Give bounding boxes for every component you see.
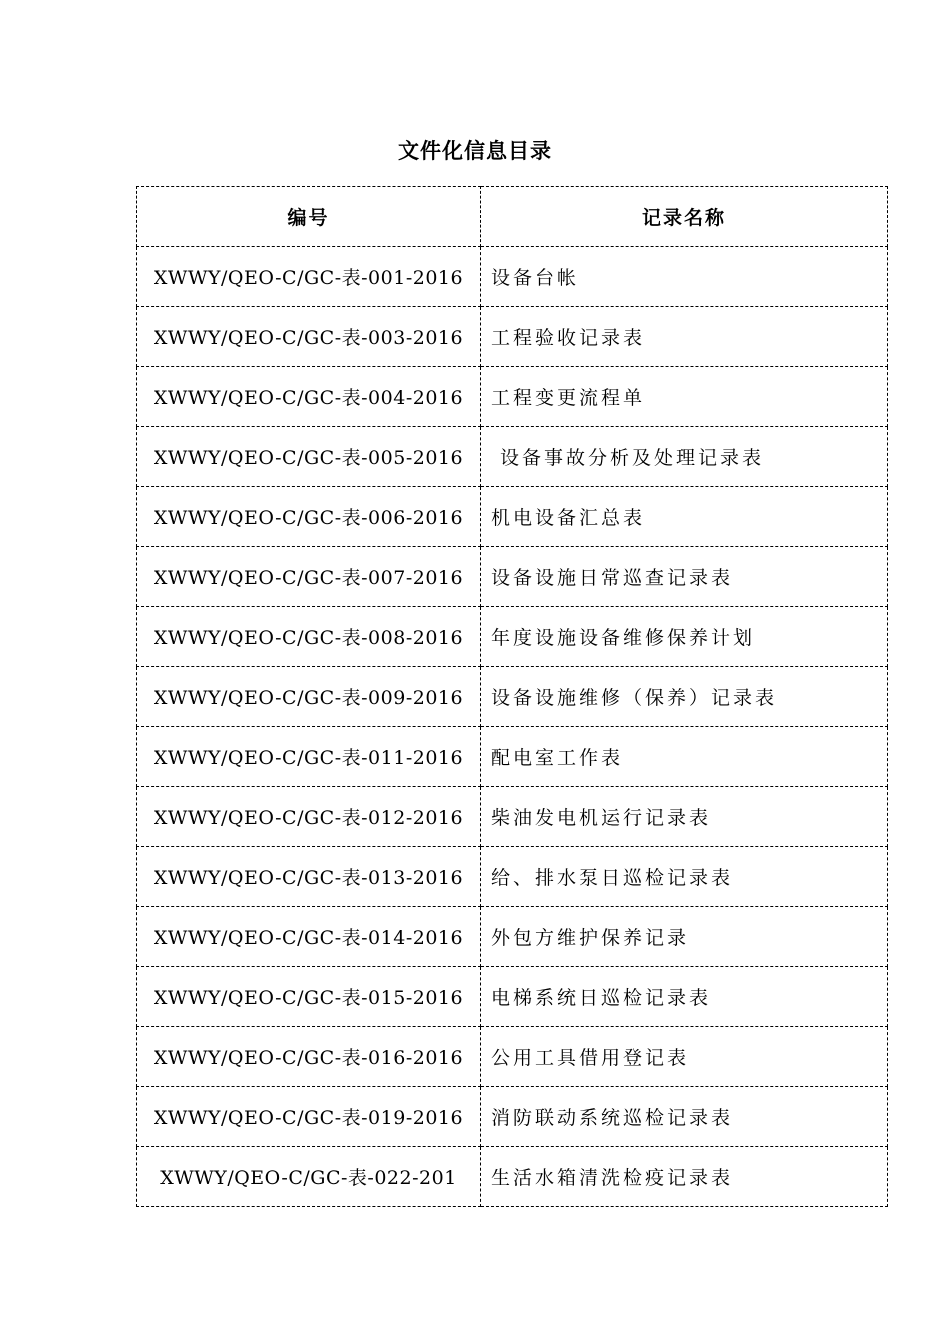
record-name: 消防联动系统巡检记录表 xyxy=(481,1087,888,1147)
table-row xyxy=(137,487,888,547)
record-code: XWWY/QEO-C/GC-表-014-2016 xyxy=(137,907,481,967)
record-name: 给、排水泵日巡检记录表 xyxy=(481,847,888,907)
record-code: XWWY/QEO-C/GC-表-004-2016 xyxy=(137,367,481,427)
record-name: 公用工具借用登记表 xyxy=(481,1027,888,1087)
column-header-code: 编号 xyxy=(137,187,481,247)
table-header-row xyxy=(137,187,888,247)
record-name: 设备设施维修（保养）记录表 xyxy=(481,667,888,727)
record-code: XWWY/QEO-C/GC-表-012-2016 xyxy=(137,787,481,847)
record-code: XWWY/QEO-C/GC-表-016-2016 xyxy=(137,1027,481,1087)
table-row xyxy=(137,1147,888,1207)
record-code: XWWY/QEO-C/GC-表-007-2016 xyxy=(137,547,481,607)
record-name: 生活水箱清洗检疫记录表 xyxy=(481,1147,888,1207)
record-code: XWWY/QEO-C/GC-表-005-2016 xyxy=(137,427,481,487)
table-row xyxy=(137,367,888,427)
table-row xyxy=(137,307,888,367)
record-code: XWWY/QEO-C/GC-表-019-2016 xyxy=(137,1087,481,1147)
record-name: 配电室工作表 xyxy=(481,727,888,787)
record-name: 工程变更流程单 xyxy=(481,367,888,427)
table-row xyxy=(137,907,888,967)
table-row xyxy=(137,847,888,907)
records-table xyxy=(136,186,888,1207)
record-name: 设备台帐 xyxy=(481,247,888,307)
record-code: XWWY/QEO-C/GC-表-006-2016 xyxy=(137,487,481,547)
record-code: XWWY/QEO-C/GC-表-011-2016 xyxy=(137,727,481,787)
column-header-name: 记录名称 xyxy=(481,187,888,247)
table-row xyxy=(137,727,888,787)
record-code: XWWY/QEO-C/GC-表-015-2016 xyxy=(137,967,481,1027)
document-title: 文件化信息目录 xyxy=(398,139,552,163)
table-row xyxy=(137,427,888,487)
record-name: 电梯系统日巡检记录表 xyxy=(481,967,888,1027)
table-row xyxy=(137,787,888,847)
record-code: XWWY/QEO-C/GC-表-001-2016 xyxy=(137,247,481,307)
record-code: XWWY/QEO-C/GC-表-022-201 xyxy=(137,1147,481,1207)
table-row xyxy=(137,547,888,607)
table-row xyxy=(137,1087,888,1147)
table-row xyxy=(137,667,888,727)
record-name: 年度设施设备维修保养计划 xyxy=(481,607,888,667)
table-row xyxy=(137,967,888,1027)
record-name: 设备设施日常巡查记录表 xyxy=(481,547,888,607)
record-code: XWWY/QEO-C/GC-表-009-2016 xyxy=(137,667,481,727)
record-code: XWWY/QEO-C/GC-表-008-2016 xyxy=(137,607,481,667)
record-code: XWWY/QEO-C/GC-表-003-2016 xyxy=(137,307,481,367)
table-row xyxy=(137,607,888,667)
record-name: 外包方维护保养记录 xyxy=(481,907,888,967)
record-name: 设备事故分析及处理记录表 xyxy=(481,427,888,487)
record-name: 机电设备汇总表 xyxy=(481,487,888,547)
record-code: XWWY/QEO-C/GC-表-013-2016 xyxy=(137,847,481,907)
table-row xyxy=(137,247,888,307)
record-name: 柴油发电机运行记录表 xyxy=(481,787,888,847)
table-row xyxy=(137,1027,888,1087)
record-name: 工程验收记录表 xyxy=(481,307,888,367)
